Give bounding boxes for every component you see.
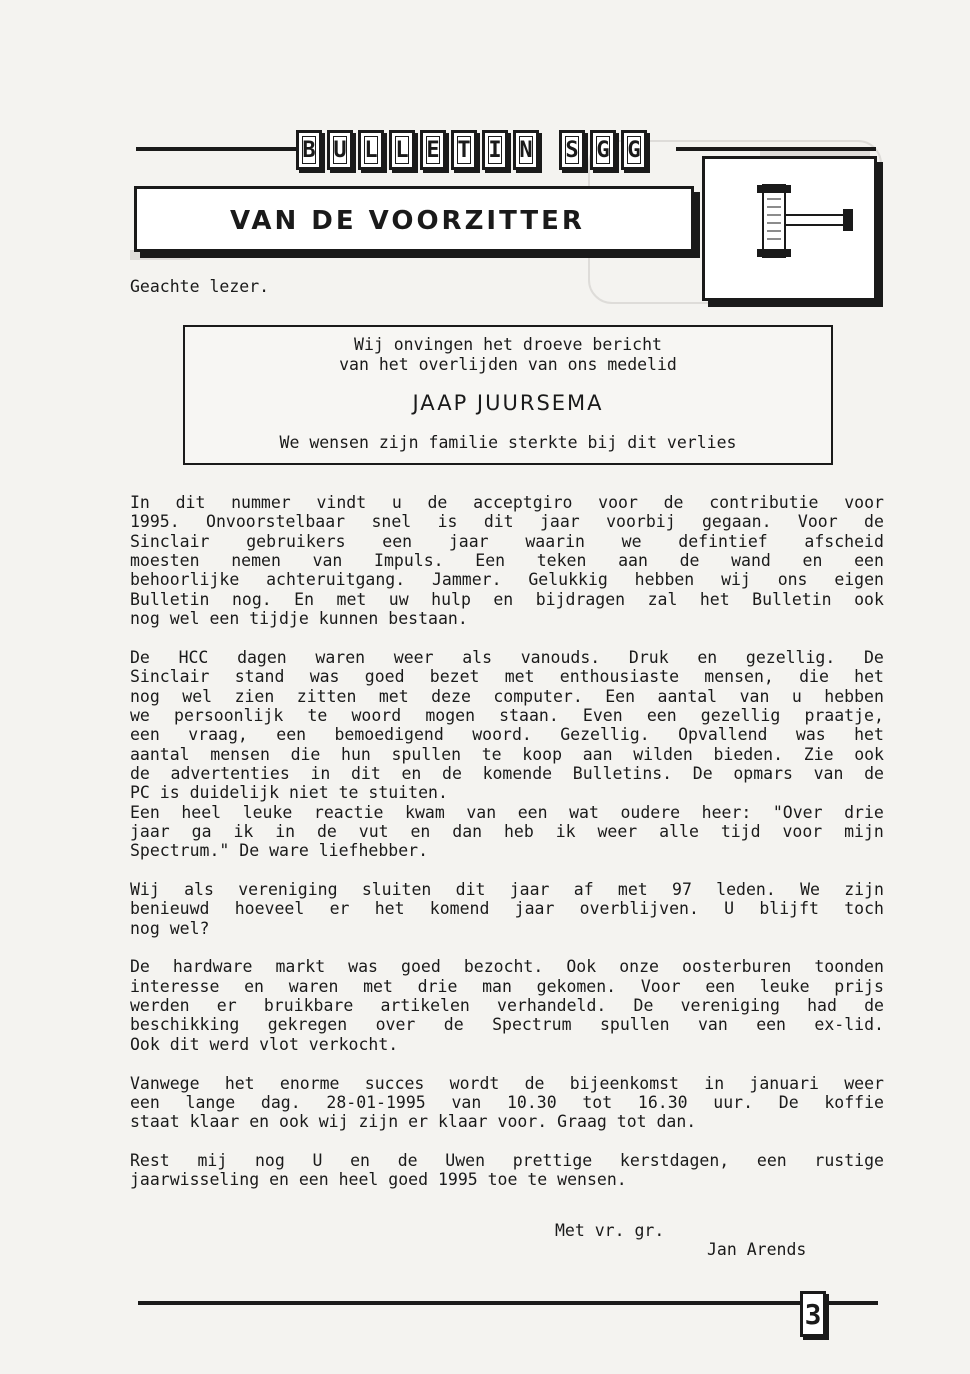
body-line: Een heel leuke reactie kwam van een wat oudere heer: "Over drie <box>130 802 884 822</box>
notice-line: van het overlijden van ons medelid <box>339 355 677 374</box>
body-line: jaar ga ik in de vut en dan heb ik weer alle tijd voor mijn <box>130 821 884 841</box>
gavel-picture-frame <box>702 156 877 301</box>
body-line: De hardware markt was goed bezocht. Ook onze oosterburen toonden <box>130 957 884 977</box>
logo-letter: L <box>358 130 384 170</box>
header-rule-left <box>136 147 296 151</box>
body-line: Rest mij nog U en de Uwen prettige kerstdagen, een rustige <box>130 1150 884 1170</box>
body-line: we persoonlijk te woord mogen staan. Even een gezellig praatje, <box>130 705 884 725</box>
body-line: een vraag, een bemoedigend woord. Gezellig. Opvallend was het <box>130 725 884 745</box>
body-line: staat klaar en ook wij zijn er klaar voor. Graag tot dan. <box>130 1112 697 1132</box>
notice-line: Wij onvingen het droeve bericht <box>354 335 662 354</box>
body-line: interesse en waren met drie man gekomen. Voor een leuke prijs <box>130 976 884 996</box>
body-line: behoorlijke achteruitgang. Jammer. Gelukkig hebben wij ons eigen <box>130 570 884 590</box>
logo-letter: G <box>621 130 647 170</box>
body-line: 1995. Onvoorstelbaar snel is dit jaar voorbij gegaan. Voor de <box>130 512 884 532</box>
body-line: Sinclair stand was goed bezet met enthousiaste mensen, die het <box>130 667 884 687</box>
body-line: benieuwd hoeveel er het komend jaar overblijven. U blijft toch <box>130 899 884 919</box>
body-line: De HCC dagen waren weer als vanouds. Druk en gezellig. De <box>130 647 884 667</box>
gavel-icon <box>705 159 875 299</box>
logo-letter: E <box>420 130 446 170</box>
body-line: nog wel een tijdje kunnen bestaan. <box>130 609 468 629</box>
footer-rule <box>824 1301 878 1305</box>
logo-letter: T <box>451 130 477 170</box>
body-line: nog wel? <box>130 918 210 938</box>
footer-rule <box>138 1301 800 1305</box>
section-title: VAN DE VOORZITTER <box>230 206 585 236</box>
body-line: de advertenties in dit en de komende Bulletins. De opmars van de <box>130 763 884 783</box>
header-rule-right <box>676 147 876 151</box>
logo-letter: S <box>559 130 585 170</box>
signature-name: Jan Arends <box>707 1240 807 1259</box>
body-line: Ook dit werd vlot verkocht. <box>130 1034 399 1054</box>
signature-closing: Met vr. gr. <box>555 1221 665 1240</box>
logo-letter: N <box>513 130 539 170</box>
body-line: werden er bruikbare artikelen verhandeld. De vereniging had de <box>130 996 884 1016</box>
notice-line: We wensen zijn familie sterkte bij dit verlies <box>279 433 737 452</box>
bulletin-sgg-logo <box>296 130 647 170</box>
body-line: Sinclair gebruikers een jaar waarin we defintief afscheid <box>130 531 884 551</box>
logo-letter: I <box>482 130 508 170</box>
body-line: In dit nummer vindt u de acceptgiro voor de contributie voor <box>130 493 884 512</box>
body-line: Bulletin nog. En met uw hulp en bijdragen zal het Bulletin ook <box>130 589 884 609</box>
memorial-notice-box <box>183 325 833 465</box>
notice-name: JAAP JUURSEMA <box>412 391 604 415</box>
body-line: Vanwege het enorme succes wordt de bijeenkomst in januari weer <box>130 1073 884 1093</box>
body-line: een lange dag. 28-01-1995 van 10.30 tot 16.30 uur. De koffie <box>130 1092 884 1112</box>
logo-letter: U <box>327 130 353 170</box>
body-line: beschikking gekregen over de Spectrum spullen van een ex-lid. <box>130 1015 884 1035</box>
greeting: Geachte lezer. <box>130 277 270 296</box>
body-line: moesten nemen van Impuls. Een teken aan de wand en een <box>130 551 884 571</box>
logo-letter: G <box>590 130 616 170</box>
logo-letter: B <box>296 130 322 170</box>
body-line: Spectrum." De ware liefhebber. <box>130 841 429 861</box>
body-line: jaarwisseling en een heel goed 1995 toe te wensen. <box>130 1170 627 1190</box>
logo-letter <box>544 130 554 170</box>
body-line: aantal mensen die hun spullen te koop aan wilden bieden. Zie ook <box>130 744 884 764</box>
logo-letter: L <box>389 130 415 170</box>
body-line: Wij als vereniging sluiten dit jaar af met 97 leden. We zijn <box>130 880 884 899</box>
body-line: nog wel zien zitten met deze computer. Een aantal van u hebben <box>130 686 884 706</box>
body-line: PC is duidelijk niet te stuiten. <box>130 783 448 803</box>
page-number: 3 <box>800 1291 826 1337</box>
